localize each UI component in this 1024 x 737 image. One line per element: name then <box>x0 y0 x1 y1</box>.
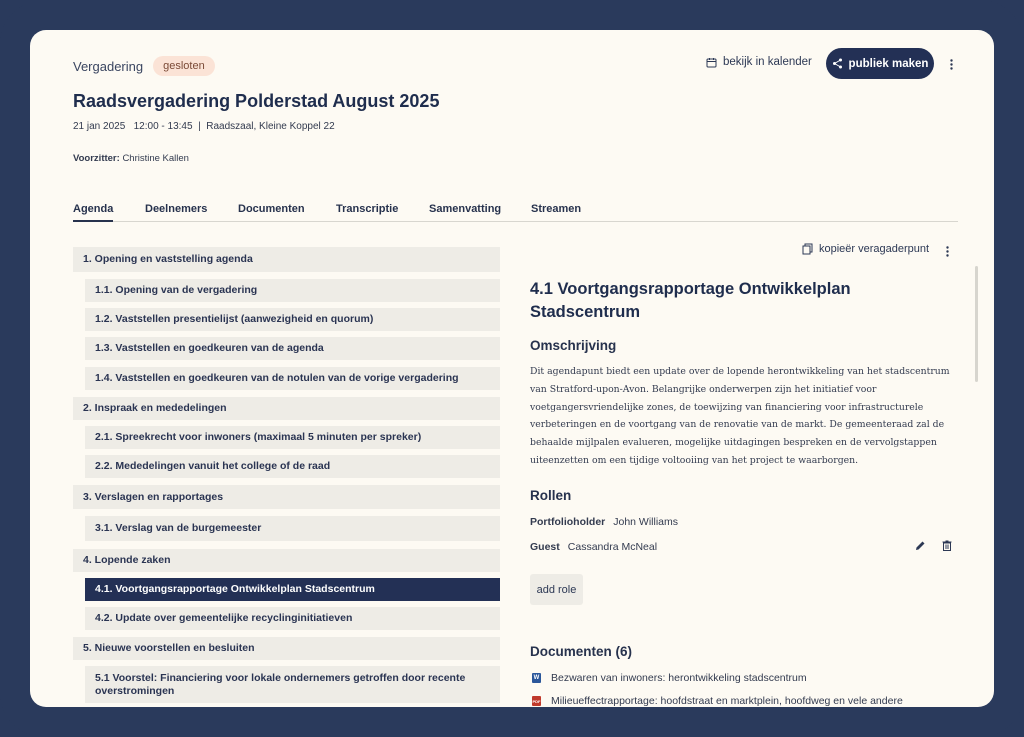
role-person: Cassandra McNeal <box>567 541 658 553</box>
document-name: Bezwaren van inwoners: herontwikkeling stadscentrum <box>551 672 807 684</box>
documents-heading: Documenten (6) <box>530 644 633 659</box>
publish-button[interactable] <box>826 48 934 79</box>
tab-bar <box>73 203 958 222</box>
tab-samenvatting[interactable]: Samenvatting <box>429 203 502 215</box>
agenda-item[interactable]: 1.2. Vaststellen presentielijst (aanwezigheid en quorum) <box>85 308 500 331</box>
scrollbar[interactable] <box>975 266 978 382</box>
agenda-item-selected[interactable]: 4.1. Voortgangsrapportage Ontwikkelplan Stadscentrum <box>85 578 500 601</box>
roles-heading: Rollen <box>530 488 572 503</box>
share-icon <box>832 58 843 69</box>
agenda-item[interactable]: 2. Inspraak en mededelingen <box>73 397 500 420</box>
edit-icon[interactable] <box>915 540 926 551</box>
word-file-icon: W <box>533 675 540 681</box>
agenda-item[interactable]: 1. Opening en vaststelling agenda <box>73 247 500 272</box>
document-name: Milieueffectrapportage: hoofdstraat en marktplein, hoofdweg en vele andere <box>551 695 903 707</box>
header-label-row <box>73 56 215 76</box>
tab-transcriptie[interactable]: Transcriptie <box>336 203 399 215</box>
chair-name: Christine Kallen <box>122 153 189 164</box>
page-type-label: Vergadering <box>73 58 144 74</box>
more-options-icon[interactable] <box>946 54 956 74</box>
publish-button-label: publiek maken <box>848 57 929 70</box>
agenda-item[interactable]: 2.1. Spreekrecht voor inwoners (maximaal 5 minuten per spreker) <box>85 426 500 449</box>
agenda-item[interactable]: 3.1. Verslag van de burgemeester <box>85 516 500 541</box>
description-text: Dit agendapunt biedt een update over de lopende herontwikkeling van het stadscentrum van Stratford-upon-Avon. Belangrijke onderwerpen zijn het initiatief voor voetgangersvriendelijke zones, de toewijzing van financiering voor infrastructurele verbeteringen en de voortgang van de renovatie van de markt. De gemeenteraad zal de behaalde mijlpalen evalueren, mogelijke uitdagingen bespreken en de vervolgstappen uiteenzetten om een tijdige voltooiing van het project te waarborgen. <box>530 366 950 466</box>
tab-deelnemers[interactable]: Deelnemers <box>145 203 208 215</box>
tab-streamen[interactable]: Streamen <box>531 203 582 215</box>
tab-agenda[interactable]: Agenda <box>73 203 113 222</box>
role-row <box>530 541 657 553</box>
copy-item-button[interactable] <box>802 243 929 255</box>
calendar-link-label: bekijk in kalender <box>723 56 812 68</box>
agenda-item[interactable]: 5. Nieuwe voorstellen en besluiten <box>73 637 500 660</box>
pdf-file-icon: PDF <box>532 696 541 706</box>
calendar-icon <box>706 57 717 68</box>
chair-label: Voorzitter: <box>73 153 120 164</box>
agenda-item[interactable]: 5.1 Voorstel: Financiering voor lokale ondernemers getroffen door recente overstromingen <box>85 666 500 703</box>
role-type: Guest <box>530 541 560 553</box>
delete-icon[interactable] <box>942 540 952 551</box>
role-row <box>530 516 678 528</box>
detail-title: 4.1 Voortgangsrapportage Ontwikkelplan Stadscentrum <box>530 280 851 321</box>
page-title: Raadsvergadering Polderstad August 2025 <box>73 91 440 111</box>
item-more-options-icon[interactable] <box>946 244 956 258</box>
agenda-item[interactable]: 4. Lopende zaken <box>73 549 500 572</box>
chair-line <box>73 153 189 164</box>
role-person: John Williams <box>613 516 679 528</box>
agenda-item[interactable]: 1.4. Vaststellen en goedkeuren van de notulen van de vorige vergadering <box>85 367 500 390</box>
tab-documenten[interactable]: Documenten <box>238 203 305 215</box>
agenda-item[interactable]: 1.1. Opening van de vergadering <box>85 279 500 302</box>
copy-icon <box>802 243 813 255</box>
document-item[interactable] <box>532 672 807 684</box>
app-screen <box>30 30 994 707</box>
meeting-meta: 21 jan 2025 12:00 - 13:45 | Raadszaal, Kleine Koppel 22 <box>73 121 335 132</box>
agenda-item[interactable]: 3. Verslagen en rapportages <box>73 485 500 509</box>
add-role-button[interactable]: add role <box>530 574 583 605</box>
role-type: Portfolioholder <box>530 516 606 528</box>
status-badge: gesloten <box>153 56 215 76</box>
agenda-item[interactable]: 2.2. Mededelingen vanuit het college of de raad <box>85 455 500 478</box>
document-item[interactable] <box>532 695 903 707</box>
agenda-item[interactable]: 4.2. Update over gemeentelijke recyclinginitiatieven <box>85 607 500 630</box>
calendar-link[interactable] <box>706 56 812 68</box>
copy-item-label: kopieër veragaderpunt <box>819 243 930 255</box>
agenda-item[interactable]: 1.3. Vaststellen en goedkeuren van de agenda <box>85 337 500 360</box>
role-actions <box>915 540 952 551</box>
description-heading: Omschrijving <box>530 338 617 353</box>
